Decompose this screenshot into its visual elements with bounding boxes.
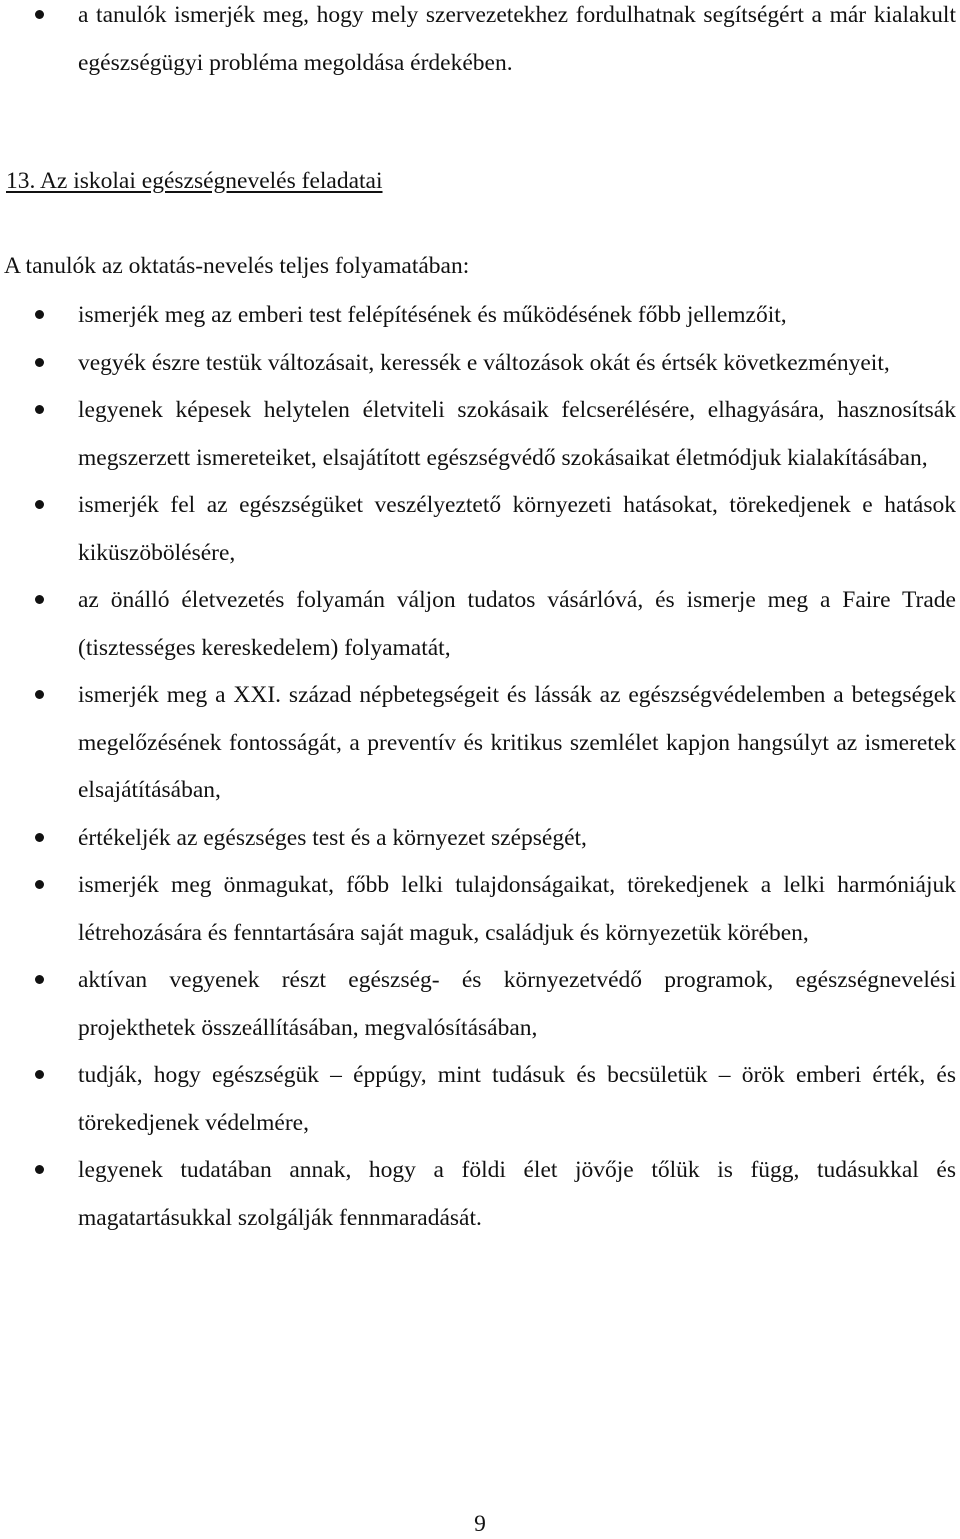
bullet-icon — [35, 10, 44, 19]
list-item — [0, 957, 960, 1052]
bullet-icon — [35, 358, 44, 367]
list-item — [0, 577, 960, 672]
section-intro: A tanulók az oktatás-nevelés teljes folyamatában: — [4, 253, 470, 279]
list-item — [0, 387, 960, 482]
bullet-icon — [35, 690, 44, 699]
list-item-text: ismerjék meg önmagukat, főbb lelki tulajdonságaikat, törekedjenek a lelki harmóniájuk létrehozására és fenntartására saját maguk, családjuk és környezetük körében, — [78, 872, 956, 946]
list-item-text: ismerjék meg az emberi test felépítésének és működésének főbb jellemzőit, — [78, 302, 787, 328]
list-item-text: legyenek tudatában annak, hogy a földi élet jövője tőlük is függ, tudásukkal és magatartásukkal szolgálják fennmaradását. — [78, 1157, 956, 1231]
list-item-text: az önálló életvezetés folyamán váljon tudatos vásárlóvá, és ismerje meg a Faire Trade (tisztességes kereskedelem) folyamatát, — [78, 587, 956, 661]
list-item — [0, 1147, 960, 1242]
bullet-icon — [35, 975, 44, 984]
bullet-icon — [35, 405, 44, 414]
top-bullet-list — [0, 0, 960, 87]
section-heading: 13. Az iskolai egészségnevelés feladatai — [6, 168, 383, 194]
bullet-icon — [35, 880, 44, 889]
list-item — [0, 0, 960, 87]
list-item-text: ismerjék fel az egészségüket veszélyeztető környezeti hatásokat, törekedjenek e hatások kiküszöbölésére, — [78, 492, 956, 566]
list-item — [0, 862, 960, 957]
list-item-text: ismerjék meg a XXI. század népbetegségeit és lássák az egészségvédelemben a betegségek megelőzésének fontosságát, a preventív és kritikus szemlélet kapjon hangsúlyt az ismeretek elsajátításában, — [78, 682, 956, 803]
list-item-text: értékeljék az egészséges test és a környezet szépségét, — [78, 824, 587, 851]
list-item — [0, 340, 960, 388]
bullet-icon — [35, 1070, 44, 1079]
goals-bullet-list — [0, 292, 960, 1242]
bullet-icon — [35, 595, 44, 604]
bullet-icon — [35, 310, 44, 319]
list-item-text: vegyék észre testük változásait, keressék e változások okát és értsék következményeit, — [78, 349, 890, 376]
list-item — [0, 672, 960, 815]
list-item-text: tudják, hogy egészségük – éppúgy, mint tudásuk és becsületük – örök emberi érték, és törekedjenek védelmére, — [78, 1062, 956, 1136]
list-item-text: aktívan vegyenek részt egészség- és környezetvédő programok, egészségnevelési projekthetek összeállításában, megvalósításában, — [78, 967, 956, 1041]
list-item — [0, 815, 960, 863]
list-item — [0, 292, 960, 340]
page-number: 9 — [474, 1511, 486, 1537]
list-item-text: a tanulók ismerjék meg, hogy mely szervezetekhez fordulhatnak segítségért a már kialakult egészségügyi probléma megoldása érdekében. — [78, 2, 956, 76]
bullet-icon — [35, 833, 44, 842]
list-item — [0, 1052, 960, 1147]
bullet-icon — [35, 500, 44, 509]
bullet-icon — [35, 1165, 44, 1174]
list-item — [0, 482, 960, 577]
list-item-text: legyenek képesek helytelen életviteli szokásaik felcserélésére, elhagyására, hasznosítsák megszerzett ismereteiket, elsajátított egészségvédő szokásaikat életmódjuk kialakításában, — [78, 397, 956, 471]
